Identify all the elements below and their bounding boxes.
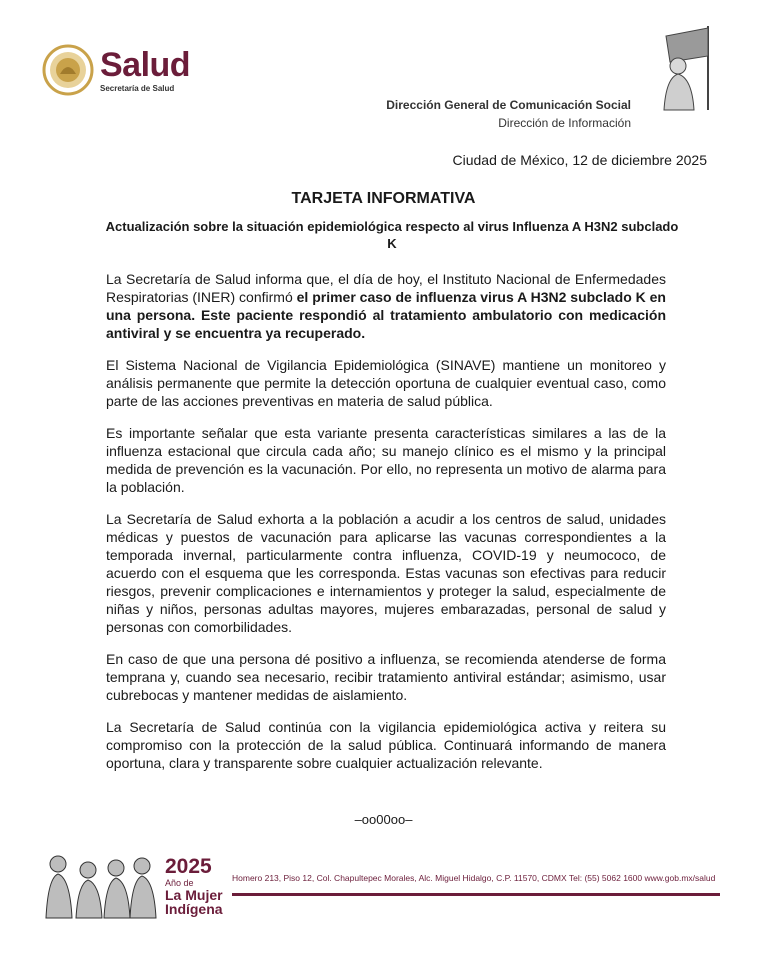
year-number: 2025 bbox=[165, 855, 212, 878]
dept-general: Dirección General de Comunicación Social bbox=[386, 98, 631, 112]
dept-information: Dirección de Información bbox=[498, 116, 631, 130]
brand-subtitle: Secretaría de Salud bbox=[100, 84, 175, 93]
coat-of-arms-seal bbox=[42, 44, 94, 96]
paragraph-5: En caso de que una persona dé positivo a influenza, se recomienda atenderse de forma temprana y, cuando sea necesario, recibir tratamiento antiviral estándar; asimismo, usar cubrebocas y mantener medidas de aislamiento. bbox=[106, 651, 666, 703]
footer-address: Homero 213, Piso 12, Col. Chapultepec Morales, Alc. Miguel Hidalgo, C.P. 11570, CDMX Tel: (55) 5062 1600 www.gob.mx/salud bbox=[232, 873, 716, 883]
heroine-flag-illustration bbox=[636, 22, 726, 112]
mujer-line: La Mujer bbox=[165, 887, 223, 903]
paragraph-1: La Secretaría de Salud informa que, el día de hoy, el Instituto Nacional de Enfermedades Respiratorias (INER) confirmó el primer caso de influenza virus A H3N2 subclado K en una persona. Este paciente respondió al tratamiento ambulatorio con medicación antiviral y se encuentra ya recuperado. bbox=[106, 271, 666, 341]
paragraph-3: Es importante señalar que esta variante presenta características similares a las de la influenza estacional que circula cada año; su manejo clínico es el mismo y la principal medida de prevención es la vacunación. Por ello, no representa un motivo de alarma para la población. bbox=[106, 425, 666, 495]
year-label: Año de bbox=[165, 878, 194, 888]
indigena-line: Indígena bbox=[165, 901, 223, 917]
department-header bbox=[386, 96, 631, 132]
paragraph-2: El Sistema Nacional de Vigilancia Epidemiológica (SINAVE) mantiene un monitoreo y análisis permanente que permite la detección oportuna de cualquier eventual caso, como parte de las acciones preventivas en materia de salud pública. bbox=[106, 357, 666, 409]
document-title: TARJETA INFORMATIVA bbox=[291, 190, 476, 207]
brand-name: Salud bbox=[100, 46, 191, 84]
year-of-indigenous-woman bbox=[165, 856, 225, 916]
paragraph-4: La Secretaría de Salud exhorta a la población a acudir a los centros de salud, unidades médicas y puestos de vacunación para aplicarse las vacunas correspondientes a la temporada invernal, particularmente contra influenza, COVID-19 y neumococo, de acuerdo con el esquema que les corresponda. Estas vacunas son efectivas para reducir riesgos, prevenir complicaciones e internamientos y proteger la salud, especialmente de niñas y niños, personas adultas mayores, mujeres embarazadas, personal de salud y personas con comorbilidades. bbox=[106, 511, 666, 635]
indigenous-women-illustration bbox=[40, 848, 160, 920]
paragraph-6: La Secretaría de Salud continúa con la vigilancia epidemiológica activa y reitera su compromiso con la protección de la salud pública. Continuará informando de manera oportuna, clara y transparente sobre cualquier actualización relevante. bbox=[106, 719, 666, 771]
footer-divider bbox=[232, 893, 720, 896]
document-subtitle: Actualización sobre la situación epidemiológica respecto al virus Influenza A H3N2 subclado K bbox=[105, 219, 679, 251]
date-line: Ciudad de México, 12 de diciembre 2025 bbox=[452, 152, 707, 168]
closing-mark: –oo00oo– bbox=[354, 812, 413, 827]
document-body bbox=[106, 270, 666, 786]
salud-logo bbox=[42, 44, 212, 98]
paragraph-1-emphasis: el primer caso de influenza virus A H3N2 subclado K en una persona. Este paciente respondió al tratamiento ambulatorio con medicación antiviral y se encuentra ya recuperado. bbox=[106, 289, 666, 341]
